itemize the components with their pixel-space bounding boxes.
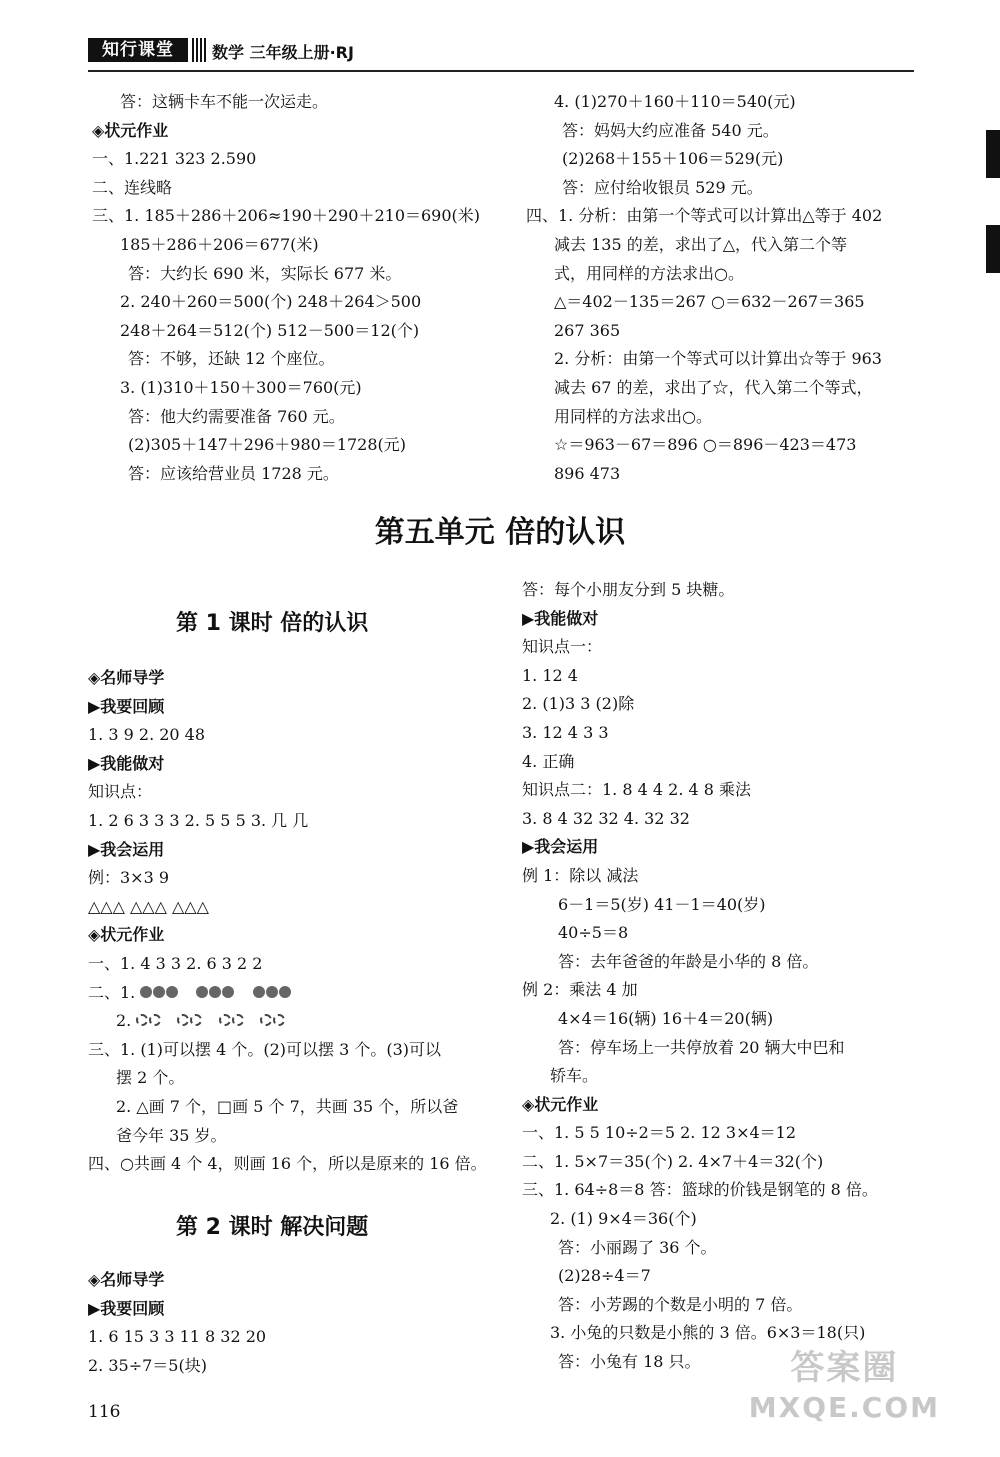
flower-group-icon bbox=[136, 1007, 162, 1036]
top-right-column bbox=[526, 88, 926, 488]
subsection-heading: ▶我会运用 bbox=[88, 839, 165, 859]
answer-line: 四、○共画 4 个 4，则画 16 个，所以是原来的 16 倍。 bbox=[88, 1154, 487, 1174]
edge-tab bbox=[986, 225, 1000, 273]
section-heading: ◈状元作业 bbox=[522, 1094, 599, 1114]
section-heading: ◈名师导学 bbox=[88, 1270, 165, 1289]
subsection-heading: ▶我能做对 bbox=[88, 753, 165, 773]
answer-line: 896 473 bbox=[554, 463, 621, 483]
answer-line: 答：他大约需要准备 760 元。 bbox=[128, 406, 345, 426]
answer-line: 答：小丽踢了 36 个。 bbox=[558, 1237, 717, 1257]
answer-line: 二、连线略 bbox=[92, 177, 173, 197]
answer-line: 答：应该给营业员 1728 元。 bbox=[128, 463, 339, 483]
answer-line: 一、1. 4 3 3 2. 6 3 2 2 bbox=[88, 953, 263, 973]
answer-line: 3. 8 4 32 32 4. 32 32 bbox=[522, 808, 690, 828]
brand-logo: 知行课堂 bbox=[88, 38, 188, 62]
answer-line: 知识点： bbox=[88, 782, 153, 802]
flower-group-icon bbox=[177, 1007, 203, 1036]
subsection-heading: ▶我要回顾 bbox=[88, 1298, 165, 1318]
answer-line: 2. 分析：由第一个等式可以计算出☆等于 963 bbox=[554, 349, 882, 369]
answer-line: 爸今年 35 岁。 bbox=[116, 1125, 227, 1145]
page-header bbox=[88, 36, 914, 72]
answer-line: 答：每个小朋友分到 5 块糖。 bbox=[522, 580, 735, 599]
watermark-text: 答案圈 bbox=[790, 1348, 899, 1388]
lesson-2-title: 第 2 课时 解决问题 bbox=[176, 1215, 369, 1240]
answer-line: 1. 6 15 3 3 11 8 32 20 bbox=[88, 1327, 267, 1347]
edge-tab bbox=[986, 130, 1000, 178]
lesson-2-content bbox=[88, 1266, 498, 1380]
answer-line: 摆 2 个。 bbox=[116, 1068, 185, 1088]
answer-line: 267 365 bbox=[554, 320, 621, 340]
answer-line: 6－1＝5(岁) 41－1＝40(岁) bbox=[558, 894, 766, 914]
answer-line: 答：小芳踢的个数是小明的 7 倍。 bbox=[558, 1294, 803, 1314]
answer-line: 一、1. 5 5 10÷2＝5 2. 12 3×4＝12 bbox=[522, 1123, 797, 1143]
answer-line: 答：应付给收银员 529 元。 bbox=[562, 177, 763, 197]
answer-line: 185＋286＋206＝677(米) bbox=[120, 234, 319, 254]
answer-line: 例：3×3 9 bbox=[88, 868, 170, 888]
answer-line: 答：去年爸爸的年龄是小华的 8 倍。 bbox=[558, 951, 819, 971]
answer-line: 减去 135 的差，求出了△，代入第二个等 bbox=[554, 234, 848, 254]
answer-line: 四、1. 分析：由第一个等式可以计算出△等于 402 bbox=[526, 206, 883, 226]
triangle-drawing: △△△ △△△ △△△ bbox=[88, 896, 209, 916]
flower-groups-line bbox=[88, 1007, 498, 1036]
answer-line: 一、1.221 323 2.590 bbox=[92, 149, 257, 169]
answer-line: 248＋264＝512(个) 512－500＝12(个) bbox=[120, 320, 420, 340]
section-heading: ◈状元作业 bbox=[92, 120, 169, 140]
answer-line: 2. 240＋260＝500(个) 248＋264＞500 bbox=[120, 292, 422, 312]
answer-line: 答：不够，还缺 12 个座位。 bbox=[128, 349, 335, 369]
answer-line: 1. 12 4 bbox=[522, 665, 578, 685]
answer-line: 三、1. 185＋286＋206≈190＋290＋210＝690(米) bbox=[92, 206, 481, 226]
header-title: 数学 三年级上册·RJ bbox=[212, 43, 354, 62]
answer-line: △＝402－135＝267 ○＝632－267＝365 bbox=[554, 292, 865, 312]
watermark-url: MXQE.COM bbox=[748, 1391, 940, 1424]
subsection-heading: ▶我要回顾 bbox=[88, 696, 165, 716]
answer-line: 4. (1)270＋160＋110＝540(元) bbox=[554, 92, 796, 111]
answer-line: 2. (1)3 3 (2)除 bbox=[522, 694, 635, 714]
answer-line: 知识点二：1. 8 4 4 2. 4 8 乘法 bbox=[522, 780, 752, 800]
answer-line: 用同样的方法求出○。 bbox=[554, 406, 712, 426]
answer-line: 3. 12 4 3 3 bbox=[522, 722, 609, 742]
answer-label: 2. bbox=[116, 1011, 132, 1031]
subsection-heading: ▶我会运用 bbox=[522, 837, 599, 857]
answer-line: 答：大约长 690 米，实际长 677 米。 bbox=[128, 263, 402, 283]
answer-line: 二、1. 5×7＝35(个) 2. 4×7＋4＝32(个) bbox=[522, 1151, 824, 1171]
answer-line: 1. 2 6 3 3 3 2. 5 5 5 3. 几 几 bbox=[88, 810, 309, 830]
section-heading: ◈状元作业 bbox=[88, 925, 165, 945]
flower-group-icon bbox=[260, 1007, 286, 1036]
bottom-right-column bbox=[522, 576, 932, 1377]
answer-line: (2)268＋155＋106＝529(元) bbox=[562, 149, 784, 169]
answer-line: 答：这辆卡车不能一次运走。 bbox=[120, 92, 329, 111]
answer-line: 减去 67 的差，求出了☆，代入第二个等式， bbox=[554, 377, 873, 397]
answer-line: 答：妈妈大约应准备 540 元。 bbox=[562, 120, 779, 140]
answer-line: 答：小兔有 18 只。 bbox=[558, 1352, 701, 1372]
answer-line: 答：停车场上一共停放着 20 辆大中巴和 bbox=[558, 1037, 845, 1057]
answer-label: 二、1. bbox=[88, 982, 136, 1002]
watermark bbox=[749, 1348, 940, 1428]
answer-line: (2)305＋147＋296＋980＝1728(元) bbox=[128, 435, 407, 455]
answer-line: 4×4＝16(辆) 16＋4＝20(辆) bbox=[558, 1008, 774, 1028]
answer-line: 三、1. (1)可以摆 4 个。(2)可以摆 3 个。(3)可以 bbox=[88, 1039, 442, 1059]
answer-line: 知识点一： bbox=[522, 637, 603, 657]
lesson-1-title: 第 1 课时 倍的认识 bbox=[176, 611, 369, 636]
answer-line: 2. △画 7 个，□画 5 个 7，共画 35 个，所以爸 bbox=[116, 1096, 459, 1116]
dot-group-icon bbox=[196, 979, 235, 1008]
lesson-1-content bbox=[88, 664, 498, 1179]
subsection-heading: ▶我能做对 bbox=[522, 608, 599, 628]
dot-group-icon bbox=[253, 979, 292, 1008]
answer-line: 40÷5＝8 bbox=[558, 923, 629, 943]
answer-line: 三、1. 64÷8＝8 答：篮球的价钱是钢笔的 8 倍。 bbox=[522, 1180, 878, 1200]
answer-line: 3. (1)310＋150＋300＝760(元) bbox=[120, 377, 362, 397]
answer-line: 式，用同样的方法求出○。 bbox=[554, 263, 744, 283]
answer-line: 2. 35÷7＝5(块) bbox=[88, 1355, 207, 1375]
answer-line: 2. (1) 9×4＝36(个) bbox=[550, 1209, 697, 1229]
answer-line: (2)28÷4＝7 bbox=[558, 1266, 651, 1286]
answer-line: ☆＝963－67＝896 ○＝896－423＝473 bbox=[554, 435, 857, 455]
page-number: 116 bbox=[88, 1402, 121, 1422]
top-left-column bbox=[92, 88, 492, 488]
dot-groups-line bbox=[88, 979, 498, 1008]
section-heading: ◈名师导学 bbox=[88, 668, 165, 687]
answer-line: 例 1：除以 减法 bbox=[522, 865, 639, 885]
answer-line: 3. 小兔的只数是小熊的 3 倍。6×3＝18(只) bbox=[550, 1323, 866, 1343]
answer-line: 轿车。 bbox=[550, 1066, 599, 1086]
unit-title: 第五单元 倍的认识 bbox=[374, 515, 626, 550]
answer-line: 4. 正确 bbox=[522, 751, 575, 771]
answer-line: 例 2：乘法 4 加 bbox=[522, 980, 638, 1000]
header-bars bbox=[192, 38, 206, 62]
answer-line: 1. 3 9 2. 20 48 bbox=[88, 725, 206, 745]
dot-group-icon bbox=[140, 979, 179, 1008]
flower-group-icon bbox=[219, 1007, 245, 1036]
